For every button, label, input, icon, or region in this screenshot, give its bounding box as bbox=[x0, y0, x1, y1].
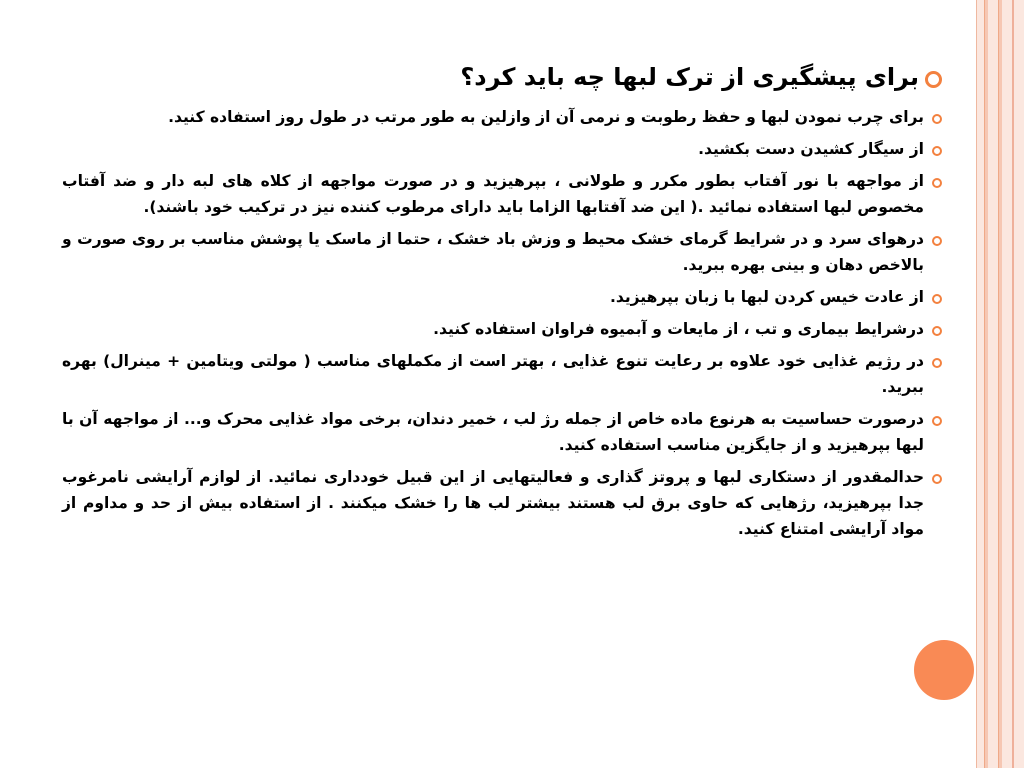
list-item bbox=[62, 464, 942, 542]
decorative-stripe-line bbox=[1012, 0, 1014, 768]
circle-bullet-icon bbox=[932, 358, 942, 368]
list-item-text: درهوای سرد و در شرایط گرمای خشک محیط و وزش باد خشک ، حتما از ماسک یا پوشش مناسب بر روی صورت و بالاخص دهان و بینی بهره ببرید. bbox=[62, 230, 924, 274]
list-item bbox=[62, 284, 942, 310]
list-item-text: از عادت خیس کردن لبها با زبان بپرهیزید. bbox=[610, 288, 924, 306]
slide-content bbox=[62, 60, 942, 548]
circle-bullet-icon bbox=[932, 236, 942, 246]
circle-bullet-icon bbox=[932, 416, 942, 426]
list-item bbox=[62, 316, 942, 342]
title-row bbox=[62, 60, 942, 94]
list-item bbox=[62, 406, 942, 458]
circle-bullet-icon bbox=[932, 178, 942, 188]
list-item-text: حدالمقدور از دستکاری لبها و پروتز گذاری و فعالیتهایی از این قبیل خودداری نمائید. از لوازم آرایشی نامرغوب جدا بپرهیزید، رژهایی که حاوی برق لب هستند بیشتر لب ها را خشک میکنند . از استفاده بیش از حد و مداوم از مواد آرایشی امتناع کنید. bbox=[62, 468, 924, 538]
list-item-text: برای چرب نمودن لبها و حفظ رطوبت و نرمی آن از وازلین به طور مرتب در طول روز استفاده کنید. bbox=[168, 108, 924, 126]
slide-title: برای پیشگیری از ترک لبها چه باید کرد؟ bbox=[460, 63, 919, 91]
list-item bbox=[62, 168, 942, 220]
list-item bbox=[62, 136, 942, 162]
list-item-text: از سیگار کشیدن دست بکشید. bbox=[698, 140, 924, 158]
bullet-list bbox=[62, 104, 942, 542]
list-item-text: از مواجهه با نور آفتاب بطور مکرر و طولانی ، بپرهیزید و در صورت مواجهه از کلاه های لبه دار و ضد آفتاب مخصوص لبها استفاده نمائید .( این ضد آفتابها الزاما باید دارای مرطوب کننده نیز در ترکیب خود باشند). bbox=[62, 172, 924, 216]
list-item bbox=[62, 104, 942, 130]
circle-bullet-icon bbox=[925, 71, 942, 88]
circle-bullet-icon bbox=[932, 146, 942, 156]
decorative-stripe-line bbox=[998, 0, 1002, 768]
list-item-text: در رژیم غذایی خود علاوه بر رعایت تنوع غذایی ، بهتر است از مکملهای مناسب ( مولتی ویتامین + مینرال) بهره ببرید. bbox=[62, 352, 924, 396]
list-item-text: درصورت حساسیت به هرنوع ماده خاص از جمله رژ لب ، خمیر دندان، برخی مواد غذایی محرک و... از مواجهه آن با لبها بپرهیزید و از جایگزین مناسب استفاده کنید. bbox=[62, 410, 924, 454]
circle-bullet-icon bbox=[932, 114, 942, 124]
list-item-text: درشرایط بیماری و تب ، از مایعات و آبمیوه فراوان استفاده کنید. bbox=[433, 320, 924, 338]
list-item bbox=[62, 226, 942, 278]
list-item bbox=[62, 348, 942, 400]
decorative-circle bbox=[914, 640, 974, 700]
circle-bullet-icon bbox=[932, 326, 942, 336]
circle-bullet-icon bbox=[932, 294, 942, 304]
decorative-stripe-line bbox=[984, 0, 988, 768]
circle-bullet-icon bbox=[932, 474, 942, 484]
